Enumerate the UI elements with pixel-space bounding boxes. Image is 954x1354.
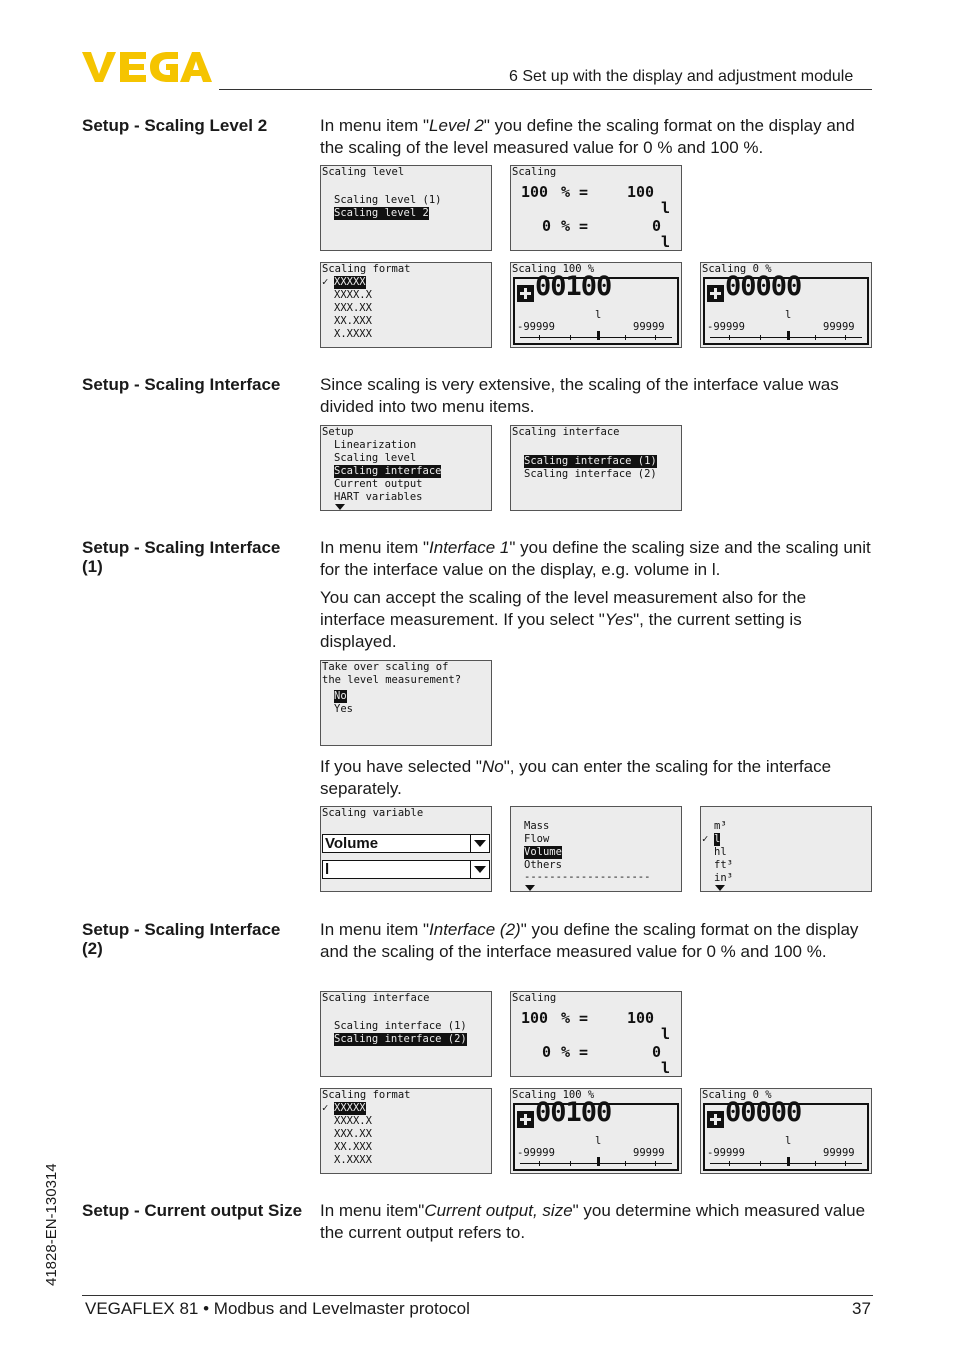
lcd-scaling-0-2: Scaling 0 % 00000 l -99999 99999	[700, 1088, 872, 1174]
scroll-down-icon	[715, 885, 725, 891]
lcd-scaling-100: Scaling 100 % 00100 l -99999 99999	[510, 262, 682, 348]
lcd-scaling-format: Scaling format ✓ XXXXX XXXX.X XXX.XX XX.XXX X.XXXX	[320, 262, 492, 348]
lcd-scaling-0: Scaling 0 % 00000 l -99999 99999	[700, 262, 872, 348]
scroll-down-icon	[335, 504, 345, 510]
chevron-down-icon	[470, 835, 489, 852]
plus-icon	[707, 1111, 724, 1128]
paragraph-current-output: In menu item"Current output, size" you determine which measured value the current output refers to.	[320, 1201, 866, 1242]
plus-icon	[517, 1111, 534, 1128]
paragraph-level2: In menu item "Level 2" you define the scaling format on the display and the scaling of the level measured value for 0 % and 100 %.	[320, 116, 855, 157]
lcd-scaling-interface: Scaling interface Scaling interface (1) Scaling interface (2)	[510, 425, 682, 511]
lcd-scaling-interface-2: Scaling interface Scaling interface (1) Scaling interface (2)	[320, 991, 492, 1077]
lcd-scaling-variable: Scaling variable Volume l	[320, 806, 492, 892]
unit-dropdown: l	[322, 860, 490, 879]
scroll-down-icon	[525, 885, 535, 891]
lcd-take-over: Take over scaling of the level measurement? No Yes	[320, 660, 492, 746]
paragraph-interface: Since scaling is very extensive, the scaling of the interface value was divided into two menu items.	[320, 375, 839, 416]
paragraph-interface2: In menu item "Interface (2)" you define the scaling format on the display and the scaling of the interface measured value for 0 % and 100 %.	[320, 920, 859, 961]
plus-icon	[517, 285, 534, 302]
section-heading-current-output-size: Setup - Current output Size	[82, 1201, 303, 1220]
chapter-title: 6 Set up with the display and adjustment module	[509, 68, 854, 85]
footer-product: VEGAFLEX 81 • Modbus and Levelmaster protocol	[85, 1299, 470, 1318]
section-heading-scaling-interface: Setup - Scaling Interface	[82, 375, 281, 394]
lcd-scaling-100-2: Scaling 100 % 00100 l -99999 99999	[510, 1088, 682, 1174]
paragraph-interface1-a: In menu item "Interface 1" you define the scaling size and the scaling unit for the interface value on the display, e.g. volume in l.	[320, 538, 871, 579]
section-heading-scaling-interface-1: Setup - Scaling Interface (1)	[82, 538, 281, 576]
paragraph-interface1-c: If you have selected "No", you can enter the scaling for the interface separately.	[320, 757, 832, 798]
plus-icon	[707, 285, 724, 302]
chevron-down-icon	[470, 861, 489, 878]
section-heading-scaling-level-2: Setup - Scaling Level 2	[82, 116, 268, 135]
lcd-scaling-values-2: Scaling 100 % = 100 l 0 % = 0 l	[510, 991, 682, 1077]
section-heading-scaling-interface-2: Setup - Scaling Interface (2)	[82, 920, 281, 958]
variable-dropdown: Volume	[322, 834, 490, 853]
lcd-variable-list: Mass Flow Volume Others --------------------	[510, 806, 682, 892]
vega-logo	[82, 50, 212, 84]
lcd-setup-menu: Setup Linearization Scaling level Scaling interface Current output HART variables	[320, 425, 492, 511]
lcd-scaling-values: Scaling 100 % = 100 l 0 % = 0 l	[510, 165, 682, 251]
lcd-unit-list: m³ ✓ l hl ft³ in³	[700, 806, 872, 892]
lcd-scaling-level: Scaling level Scaling level (1) Scaling level 2	[320, 165, 492, 251]
header-rule	[219, 89, 872, 90]
paragraph-interface1-b: You can accept the scaling of the level measurement also for the interface measurement. If you select "Yes", the current setting is displayed.	[320, 588, 807, 651]
document-code: 41828-EN-130314	[43, 1163, 60, 1286]
lcd-scaling-format-2: Scaling format ✓ XXXXX XXXX.X XXX.XX XX.XXX X.XXXX	[320, 1088, 492, 1174]
page-number: 37	[852, 1299, 871, 1318]
footer-rule	[82, 1295, 873, 1296]
